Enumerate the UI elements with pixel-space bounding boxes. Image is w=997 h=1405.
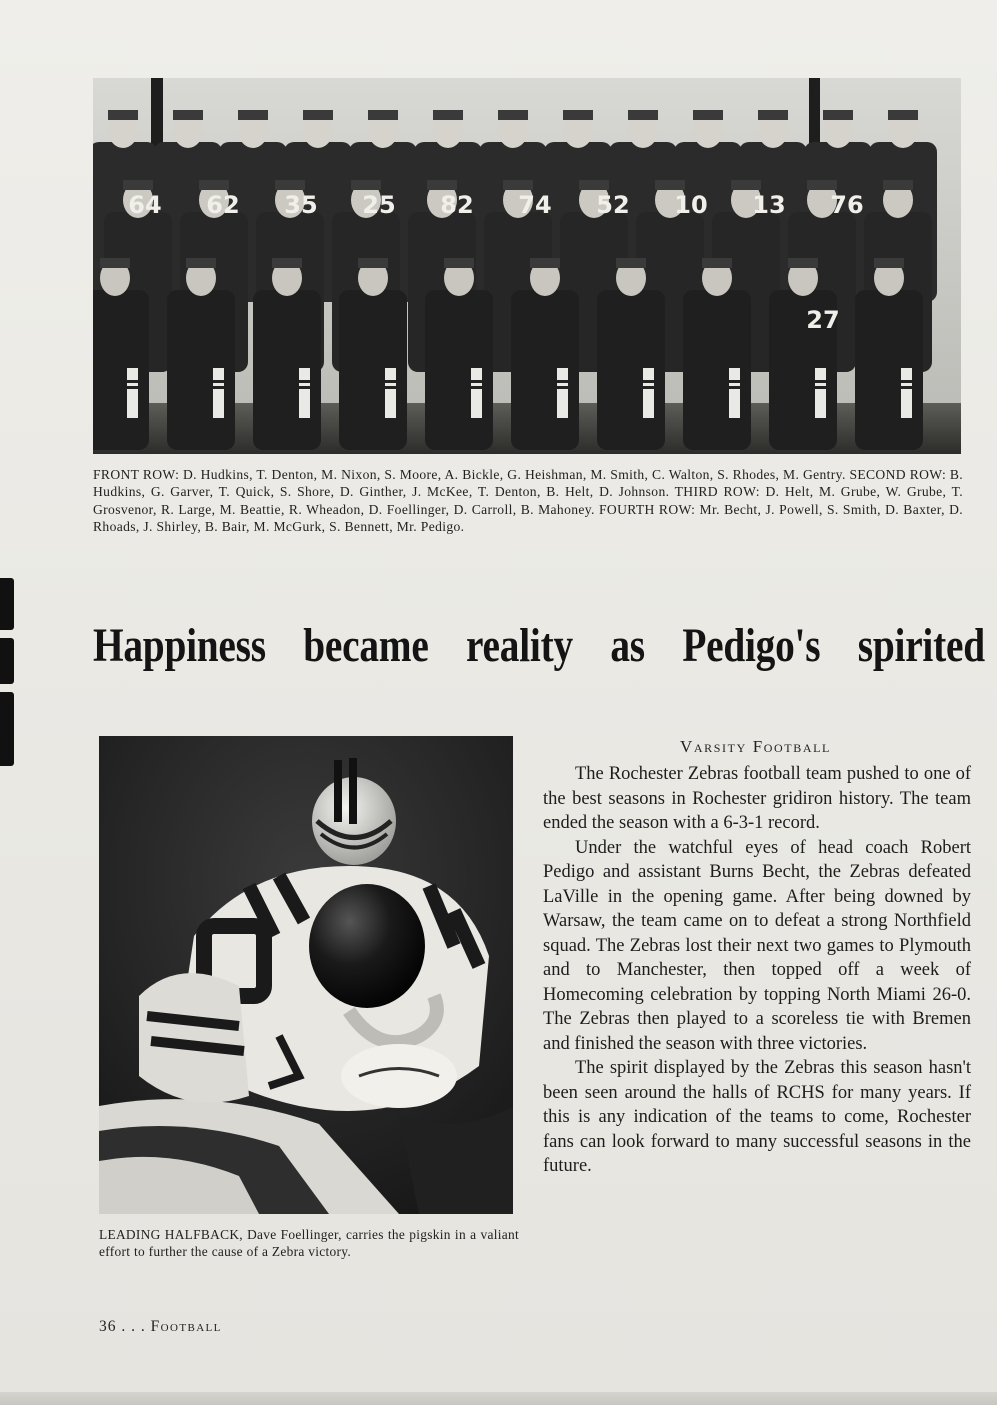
player-hair: [238, 110, 268, 120]
sock-stripe: [127, 380, 138, 383]
page-number: 36: [99, 1318, 117, 1335]
player-body: [683, 290, 751, 450]
player-sock: [385, 368, 396, 418]
sock-stripe: [127, 386, 138, 389]
player-hair: [368, 110, 398, 120]
player-hair: [655, 180, 685, 190]
jersey-number: 64: [128, 191, 162, 219]
player-body: [597, 290, 665, 450]
player-sock: [729, 368, 740, 418]
sock-stripe: [299, 386, 310, 389]
player-hair: [874, 258, 904, 268]
player-sock: [557, 368, 568, 418]
player-hair: [433, 110, 463, 120]
player-body: [167, 290, 235, 450]
sock-stripe: [299, 380, 310, 383]
jersey-number: 62: [206, 191, 240, 219]
player-sock: [643, 368, 654, 418]
halfback-action-image: [99, 736, 513, 1214]
jersey-number: 13: [752, 191, 786, 219]
player-hair: [358, 258, 388, 268]
player-body: [339, 290, 407, 450]
player-hair: [108, 110, 138, 120]
jersey-number: 27: [806, 306, 840, 334]
sock-stripe: [729, 386, 740, 389]
sock-stripe: [385, 386, 396, 389]
article-paragraph-2: Under the watchful eyes of head coach Robert Pedigo and assistant Burns Becht, the Zebras defeated LaVille in the opening game. After being downed by Warsaw, the team came on to defeat a strong Northfield squad. The Zebras lost their next two games to Plymouth and to Manchester, then topped off a week of Homecoming celebration by topping North Miami 26-0. The Zebras then played to a scoreless tie with Bremen and finished the season with three victories.: [543, 837, 971, 1054]
player-sock: [815, 368, 826, 418]
sock-stripe: [471, 386, 482, 389]
player-hair: [100, 258, 130, 268]
player-hair: [693, 110, 723, 120]
team-photo-image: [93, 78, 961, 454]
jersey-number: 82: [440, 191, 474, 219]
player-hair: [186, 258, 216, 268]
sock-stripe: [643, 386, 654, 389]
jersey-number: 10: [674, 191, 708, 219]
sock-stripe: [729, 380, 740, 383]
sock-stripe: [815, 380, 826, 383]
page-bottom-edge: [0, 1392, 997, 1405]
player-body: [93, 290, 149, 450]
player-hair: [788, 258, 818, 268]
player-hair: [351, 180, 381, 190]
player-hair: [444, 258, 474, 268]
player-body: [425, 290, 493, 450]
player-body: [511, 290, 579, 450]
player-hair: [616, 258, 646, 268]
player-hair: [272, 258, 302, 268]
jersey-number: 52: [596, 191, 630, 219]
jersey-number: 76: [830, 191, 864, 219]
page-headline: Happiness became reality as Pedigo's spirited: [93, 619, 985, 672]
player-sock: [299, 368, 310, 418]
sock-stripe: [385, 380, 396, 383]
folio-section: Football: [150, 1318, 222, 1335]
sock-stripe: [557, 380, 568, 383]
section-title: Varsity Football: [680, 737, 831, 756]
player-hair: [503, 180, 533, 190]
team-photo-caption: FRONT ROW: D. Hudkins, T. Denton, M. Nixon, S. Moore, A. Bickle, G. Heishman, M. Smith, C. Walton, S. Rhodes, M. Gentry. SECOND ROW: B. Hudkins, G. Garver, T. Quick, S. Shore, D. Ginther, J. McKee, T. Denton, B. Helt, D. Johnson. THIRD ROW: D. Helt, M. Grube, W. Grube, T. Grosvenor, R. Large, M. Beattie, R. Wheadon, D. Foellinger, D. Carroll, B. Mahoney. FOURTH ROW: Mr. Becht, J. Powell, S. Smith, D. Baxter, D. Rhoads, J. Shirley, B. Bair, M. McGurk, S. Bennett, Mr. Pedigo.: [93, 467, 963, 535]
action-photo-caption: LEADING HALFBACK, Dave Foellinger, carries the pigskin in a valiant effort to further the cause of a Zebra victory.: [99, 1227, 519, 1259]
player-hair: [123, 180, 153, 190]
sock-stripe: [901, 380, 912, 383]
player-hair: [498, 110, 528, 120]
player-hair: [628, 110, 658, 120]
player-hair: [579, 180, 609, 190]
player-hair: [530, 258, 560, 268]
player-hair: [427, 180, 457, 190]
player-hair: [888, 110, 918, 120]
player-hair: [823, 110, 853, 120]
page-folio: [99, 1318, 222, 1336]
player-hair: [563, 110, 593, 120]
binding-clip: [0, 578, 14, 768]
player-sock: [901, 368, 912, 418]
article-paragraph-3: The spirit displayed by the Zebras this season hasn't been seen around the halls of RCHS for many years. If this is any indication of the teams to come, Rochester fans can look forward to many successful seasons in the future.: [543, 1058, 971, 1176]
player-hair: [199, 180, 229, 190]
player-sock: [213, 368, 224, 418]
sock-stripe: [815, 386, 826, 389]
player-hair: [173, 110, 203, 120]
sock-stripe: [643, 380, 654, 383]
article-body: [543, 762, 971, 1179]
sock-stripe: [471, 380, 482, 383]
action-photo: [99, 736, 513, 1214]
sock-stripe: [213, 380, 224, 383]
sock-stripe: [557, 386, 568, 389]
team-photo: [93, 78, 961, 454]
jersey-number: 35: [284, 191, 318, 219]
player-body: [253, 290, 321, 450]
player-sock: [471, 368, 482, 418]
folio-separator: . . .: [121, 1318, 146, 1335]
player-sock: [127, 368, 138, 418]
player-hair: [807, 180, 837, 190]
player-hair: [883, 180, 913, 190]
article-paragraph-1: The Rochester Zebras football team pushed to one of the best seasons in Rochester gridiron history. The team ended the season with a 6-3-1 record.: [543, 764, 971, 833]
player-body: [855, 290, 923, 450]
sock-stripe: [213, 386, 224, 389]
player-hair: [758, 110, 788, 120]
sock-stripe: [901, 386, 912, 389]
player-hair: [303, 110, 333, 120]
jersey-number: 74: [518, 191, 552, 219]
jersey-number: 25: [362, 191, 396, 219]
player-hair: [275, 180, 305, 190]
player-hair: [702, 258, 732, 268]
player-hair: [731, 180, 761, 190]
